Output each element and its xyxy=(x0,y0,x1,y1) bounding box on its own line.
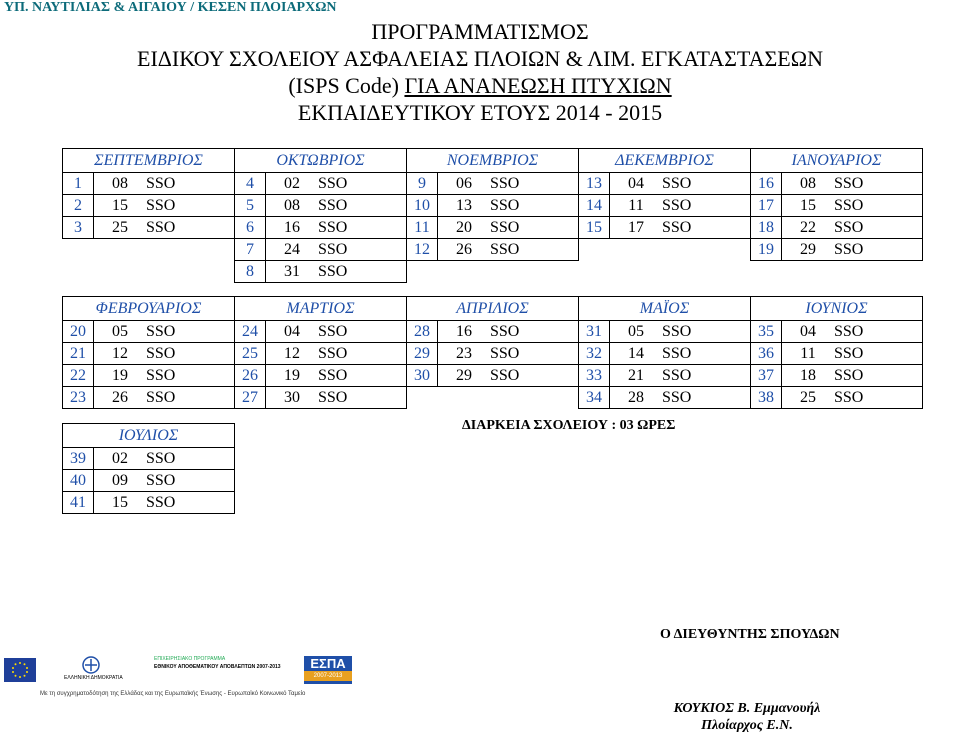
session-day: 31 xyxy=(266,261,319,283)
session-number: 8 xyxy=(235,261,266,283)
table-row xyxy=(63,195,923,217)
session-number: 24 xyxy=(235,321,266,343)
course-code: SSO xyxy=(318,343,407,365)
course-code: SSO xyxy=(662,365,751,387)
session-number: 20 xyxy=(63,321,94,343)
session-day: 15 xyxy=(782,195,835,217)
greek-emblem-icon xyxy=(82,656,100,674)
month-header: ΙΑΝΟΥΑΡΙΟΣ xyxy=(751,149,923,173)
session-day: 04 xyxy=(266,321,319,343)
course-code: SSO xyxy=(490,239,579,261)
session-day: 29 xyxy=(782,239,835,261)
session-day: 12 xyxy=(94,343,147,365)
table-row xyxy=(63,173,923,195)
ministry-logo-text: ΕΛΛΗΝΙΚΗ ΔΗΜΟΚΡΑΤΙΑ xyxy=(64,675,123,681)
session-day: 02 xyxy=(94,448,147,470)
session-number: 37 xyxy=(751,365,782,387)
session-number: 12 xyxy=(407,239,438,261)
month-header: ΔΕΚΕΜΒΡΙΟΣ xyxy=(579,149,751,173)
session-number: 17 xyxy=(751,195,782,217)
month-header: ΜΑΡΤΙΟΣ xyxy=(235,297,407,321)
director-title: Ο ΔΙΕΥΘΥΝΤΗΣ ΣΠΟΥΔΩΝ xyxy=(660,627,840,642)
session-day: 12 xyxy=(266,343,319,365)
session-day: 06 xyxy=(438,173,491,195)
session-day: 18 xyxy=(782,365,835,387)
course-code: SSO xyxy=(318,387,407,409)
session-number: 15 xyxy=(579,217,610,239)
espa-years: 2007-2013 xyxy=(304,671,352,681)
course-code: SSO xyxy=(834,387,923,409)
session-day: 14 xyxy=(610,343,663,365)
program-name: ΕΘΝΙΚΟΥ ΑΠΟΘΕΜΑΤΙΚΟΥ ΑΠΟΒΛΕΠΤΩΝ 2007-2013 xyxy=(154,664,281,670)
session-number: 34 xyxy=(579,387,610,409)
course-code: SSO xyxy=(318,239,407,261)
course-code: SSO xyxy=(834,343,923,365)
session-day: 16 xyxy=(438,321,491,343)
eu-flag-icon xyxy=(4,658,36,682)
table-row xyxy=(63,492,235,514)
course-code: SSO xyxy=(146,321,235,343)
session-day: 30 xyxy=(266,387,319,409)
course-code: SSO xyxy=(662,173,751,195)
month-header-row xyxy=(63,424,235,448)
session-number: 32 xyxy=(579,343,610,365)
session-number: 18 xyxy=(751,217,782,239)
empty-cell xyxy=(579,239,751,261)
session-day: 08 xyxy=(782,173,835,195)
course-code: SSO xyxy=(490,195,579,217)
session-day: 15 xyxy=(94,195,147,217)
session-day: 04 xyxy=(782,321,835,343)
course-code: SSO xyxy=(662,343,751,365)
session-number: 19 xyxy=(751,239,782,261)
course-code: SSO xyxy=(490,217,579,239)
month-header: ΜΑΪΟΣ xyxy=(579,297,751,321)
empty-cell xyxy=(63,261,235,283)
session-number: 25 xyxy=(235,343,266,365)
session-number: 29 xyxy=(407,343,438,365)
session-number: 1 xyxy=(63,173,94,195)
session-day: 26 xyxy=(438,239,491,261)
month-header: ΦΕΒΡΟΥΑΡΙΟΣ xyxy=(63,297,235,321)
session-day: 24 xyxy=(266,239,319,261)
empty-cell xyxy=(579,261,751,283)
month-header: ΟΚΤΩΒΡΙΟΣ xyxy=(235,149,407,173)
session-number: 11 xyxy=(407,217,438,239)
course-code: SSO xyxy=(146,470,235,492)
course-code: SSO xyxy=(318,173,407,195)
course-code: SSO xyxy=(834,195,923,217)
month-header: ΙΟΥΝΙΟΣ xyxy=(751,297,923,321)
session-number: 39 xyxy=(63,448,94,470)
session-day: 11 xyxy=(610,195,663,217)
course-code: SSO xyxy=(490,173,579,195)
empty-cell xyxy=(407,261,579,283)
table-row xyxy=(63,470,235,492)
session-day: 04 xyxy=(610,173,663,195)
course-code: SSO xyxy=(662,387,751,409)
session-number: 3 xyxy=(63,217,94,239)
course-code: SSO xyxy=(662,321,751,343)
session-day: 19 xyxy=(94,365,147,387)
session-day: 09 xyxy=(94,470,147,492)
signer-rank: Πλοίαρχος Ε.Ν. xyxy=(701,718,793,733)
month-header: ΣΕΠΤΕΜΒΡΙΟΣ xyxy=(63,149,235,173)
course-code: SSO xyxy=(146,195,235,217)
table-row xyxy=(63,448,235,470)
session-day: 08 xyxy=(266,195,319,217)
course-code: SSO xyxy=(146,448,235,470)
school-title: ΕΙΔΙΚΟΥ ΣΧΟΛΕΙΟΥ ΑΣΦΑΛΕΙΑΣ ΠΛΟΙΩΝ & ΛΙΜ. ΕΓΚΑΤΑΣΤΑΣΕΩΝ xyxy=(137,46,823,71)
schedule-table-july xyxy=(62,423,235,514)
table-row xyxy=(63,387,923,409)
schedule-table-spring xyxy=(62,296,923,409)
month-header: ΝΟΕΜΒΡΙΟΣ xyxy=(407,149,579,173)
session-day: 25 xyxy=(782,387,835,409)
empty-cell xyxy=(63,239,235,261)
table-row xyxy=(63,261,923,283)
course-code: SSO xyxy=(834,239,923,261)
table-row xyxy=(63,239,923,261)
course-code: SSO xyxy=(834,321,923,343)
session-number: 6 xyxy=(235,217,266,239)
page-title: ΠΡΟΓΡΑΜΜΑΤΙΣΜΟΣ xyxy=(371,19,589,44)
session-number: 7 xyxy=(235,239,266,261)
session-number: 10 xyxy=(407,195,438,217)
code-text: (ISPS Code) xyxy=(288,73,405,98)
session-number: 9 xyxy=(407,173,438,195)
renewal-text: ΓΙΑ ΑΝΑΝΕΩΣΗ ΠΤΥΧΙΩΝ xyxy=(404,73,672,98)
session-day: 19 xyxy=(266,365,319,387)
table-row xyxy=(63,343,923,365)
session-number: 33 xyxy=(579,365,610,387)
session-number: 30 xyxy=(407,365,438,387)
session-day: 29 xyxy=(438,365,491,387)
course-code: SSO xyxy=(146,365,235,387)
session-number: 23 xyxy=(63,387,94,409)
month-header-row xyxy=(63,297,923,321)
course-code: SSO xyxy=(318,261,407,283)
month-header: ΙΟΥΛΙΟΣ xyxy=(63,424,235,448)
session-day: 20 xyxy=(438,217,491,239)
academic-year: ΕΚΠΑΙΔΕΥΤΙΚΟΥ ΕΤΟΥΣ 2014 - 2015 xyxy=(297,100,663,125)
session-day: 22 xyxy=(782,217,835,239)
signature-block xyxy=(652,700,842,734)
session-number: 2 xyxy=(63,195,94,217)
session-day: 26 xyxy=(94,387,147,409)
course-code: SSO xyxy=(490,365,579,387)
session-number: 4 xyxy=(235,173,266,195)
course-code: SSO xyxy=(146,343,235,365)
empty-cell xyxy=(407,387,579,409)
course-code: SSO xyxy=(490,321,579,343)
month-header: ΑΠΡΙΛΙΟΣ xyxy=(407,297,579,321)
session-day: 17 xyxy=(610,217,663,239)
course-code: SSO xyxy=(318,195,407,217)
course-code: SSO xyxy=(318,321,407,343)
month-header-row xyxy=(63,149,923,173)
ministry-header: ΥΠ. ΝΑΥΤΙΛΙΑΣ & ΑΙΓΑΙΟΥ / ΚΕΣΕΝ ΠΛΟΙΑΡΧΩΝ xyxy=(4,0,337,15)
session-day: 11 xyxy=(782,343,835,365)
course-code: SSO xyxy=(146,217,235,239)
session-day: 05 xyxy=(610,321,663,343)
funding-note: Με τη συγχρηματοδότηση της Ελλάδας και της Ευρωπαϊκής Ένωσης - Ευρωπαϊκό Κοινωνικό Ταμείο xyxy=(40,691,306,697)
session-number: 28 xyxy=(407,321,438,343)
program-text: ΕΠΙΧΕΙΡΗΣΙΑΚΟ ΠΡΟΓΡΑΜΜΑ xyxy=(154,656,226,662)
table-row xyxy=(63,321,923,343)
session-number: 31 xyxy=(579,321,610,343)
session-day: 16 xyxy=(266,217,319,239)
session-number: 21 xyxy=(63,343,94,365)
session-number: 27 xyxy=(235,387,266,409)
course-code: SSO xyxy=(146,387,235,409)
session-number: 35 xyxy=(751,321,782,343)
course-code: SSO xyxy=(834,365,923,387)
course-code: SSO xyxy=(662,195,751,217)
code-title xyxy=(0,72,960,99)
session-day: 08 xyxy=(94,173,147,195)
session-number: 40 xyxy=(63,470,94,492)
school-duration: ΔΙΑΡΚΕΙΑ ΣΧΟΛΕΙΟΥ : 03 ΩΡΕΣ xyxy=(462,418,676,433)
session-day: 05 xyxy=(94,321,147,343)
session-number: 13 xyxy=(579,173,610,195)
session-number: 36 xyxy=(751,343,782,365)
session-day: 25 xyxy=(94,217,147,239)
schedule-table-autumn xyxy=(62,148,923,283)
empty-cell xyxy=(751,261,923,283)
course-code: SSO xyxy=(490,343,579,365)
session-day: 28 xyxy=(610,387,663,409)
espa-label: ΕΣΠΑ xyxy=(310,656,346,671)
session-number: 41 xyxy=(63,492,94,514)
session-number: 26 xyxy=(235,365,266,387)
course-code: SSO xyxy=(318,217,407,239)
session-number: 5 xyxy=(235,195,266,217)
course-code: SSO xyxy=(318,365,407,387)
table-row xyxy=(63,217,923,239)
session-number: 38 xyxy=(751,387,782,409)
course-code: SSO xyxy=(834,217,923,239)
session-day: 21 xyxy=(610,365,663,387)
session-number: 22 xyxy=(63,365,94,387)
table-row xyxy=(63,365,923,387)
session-day: 15 xyxy=(94,492,147,514)
espa-logo xyxy=(304,656,352,684)
session-number: 14 xyxy=(579,195,610,217)
session-day: 02 xyxy=(266,173,319,195)
session-number: 16 xyxy=(751,173,782,195)
signer-name: ΚΟΥΚΙΟΣ Β. Εμμανουήλ xyxy=(673,701,821,716)
course-code: SSO xyxy=(146,173,235,195)
course-code: SSO xyxy=(146,492,235,514)
course-code: SSO xyxy=(834,173,923,195)
session-day: 23 xyxy=(438,343,491,365)
course-code: SSO xyxy=(662,217,751,239)
session-day: 13 xyxy=(438,195,491,217)
